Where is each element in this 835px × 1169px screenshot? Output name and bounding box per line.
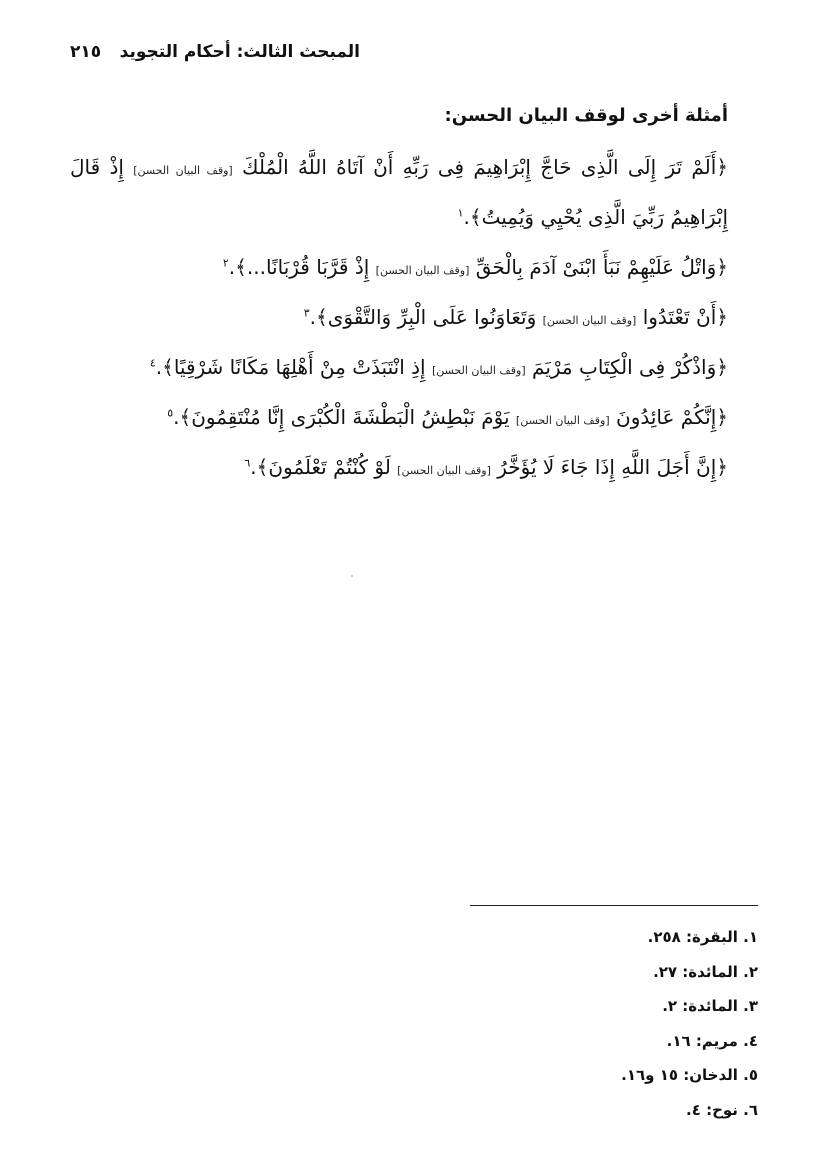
page-number: ٢١٥ <box>70 42 102 62</box>
verse-text: ﴿إِنَّكُمْ عَائِدُونَ <box>616 405 728 429</box>
verse-text: إِبْرَاهِيمُ رَبِّيَ الَّذِى يُحْيِي وَيُمِيتُ﴾. <box>463 205 728 229</box>
section-heading: أمثلة أخرى لوقف البيان الحسن: <box>444 105 728 126</box>
stop-marker: [وقف البيان الحسن] <box>515 414 610 427</box>
verse-text: ﴿وَاذْكُرْ فِى الْكِتَابِ مَرْيَمَ <box>532 355 728 379</box>
verse-line <box>70 392 728 442</box>
footnote-item: ٥. الدخان: ١٥ و١٦. <box>621 1066 758 1084</box>
footnote-item: ١. البقرة: ٢٥٨. <box>647 928 758 946</box>
stop-marker: [وقف البيان الحسن] <box>542 314 637 327</box>
stop-marker: [وقف البيان الحسن] <box>397 464 491 477</box>
stop-marker: [وقف البيان الحسن] <box>133 164 233 177</box>
verse-line <box>70 292 728 342</box>
verse-line <box>70 442 728 492</box>
footnotes <box>458 920 758 1127</box>
footnote-ref: ٣ <box>303 306 310 320</box>
verse-text: لَوْ كُنْتُمْ تَعْلَمُونَ﴾. <box>250 455 391 479</box>
footnote-item: ٦. نوح: ٤. <box>685 1100 758 1119</box>
main-text <box>70 96 728 492</box>
verse-line <box>70 242 728 292</box>
verse-text: ﴿وَاتْلُ عَلَيْهِمْ نَبَأَ ابْنَىْ آدَمَ بِالْحَقِّ <box>475 255 728 279</box>
scan-speck <box>351 575 353 577</box>
verse-line <box>70 192 728 242</box>
verse-text: ﴿إِنَّ أَجَلَ اللَّهِ إِذَا جَاءَ لَا يُؤَخَّرُ <box>497 455 728 479</box>
verse-text: وَتَعَاوَنُوا عَلَى الْبِرِّ وَالتَّقْوَى﴾. <box>309 305 537 329</box>
stop-marker: [وقف البيان الحسن] <box>431 364 526 377</box>
verse-line <box>70 342 728 392</box>
footnote-ref: ١ <box>457 206 464 220</box>
stop-marker: [وقف البيان الحسن] <box>375 264 470 277</box>
footnote-ref: ٢ <box>222 256 229 270</box>
verse-text: يَوْمَ نَبْطِشُ الْبَطْشَةَ الْكُبْرَى إِنَّا مُنْتَقِمُونَ﴾. <box>173 405 510 429</box>
verse-text: إِذْ قَرَّبَا قُرْبَانًا...﴾. <box>228 255 370 279</box>
footnote-item: ٢. المائدة: ٢٧. <box>653 962 758 981</box>
footnote-ref: ٥ <box>167 406 174 420</box>
footnote-item: ٣. المائدة: ٢. <box>662 997 758 1015</box>
footnote-ref: ٦ <box>244 456 251 470</box>
verse-text: ﴿أَنْ تَعْتَدُوا <box>642 305 728 329</box>
running-header <box>70 34 360 70</box>
footnote-divider <box>470 905 758 906</box>
verse-text: إِذْ قَالَ <box>70 155 124 179</box>
verse-line <box>70 142 728 192</box>
verse-text: ﴿أَلَمْ تَرَ إِلَى الَّذِى حَاجَّ إِبْرَاهِيمَ فِى رَبِّهِ أَنْ آتَاهُ اللَّهُ الْمُلْكَ <box>241 155 728 179</box>
verse-text: إِذِ انْتَبَذَتْ مِنْ أَهْلِهَا مَكَانًا شَرْقِيًا﴾. <box>155 355 426 379</box>
chapter-title: المبحث الثالث: أحكام التجويد <box>119 42 360 62</box>
footnote-ref: ٤ <box>149 356 156 370</box>
footnote-item: ٤. مريم: ١٦. <box>666 1031 758 1050</box>
